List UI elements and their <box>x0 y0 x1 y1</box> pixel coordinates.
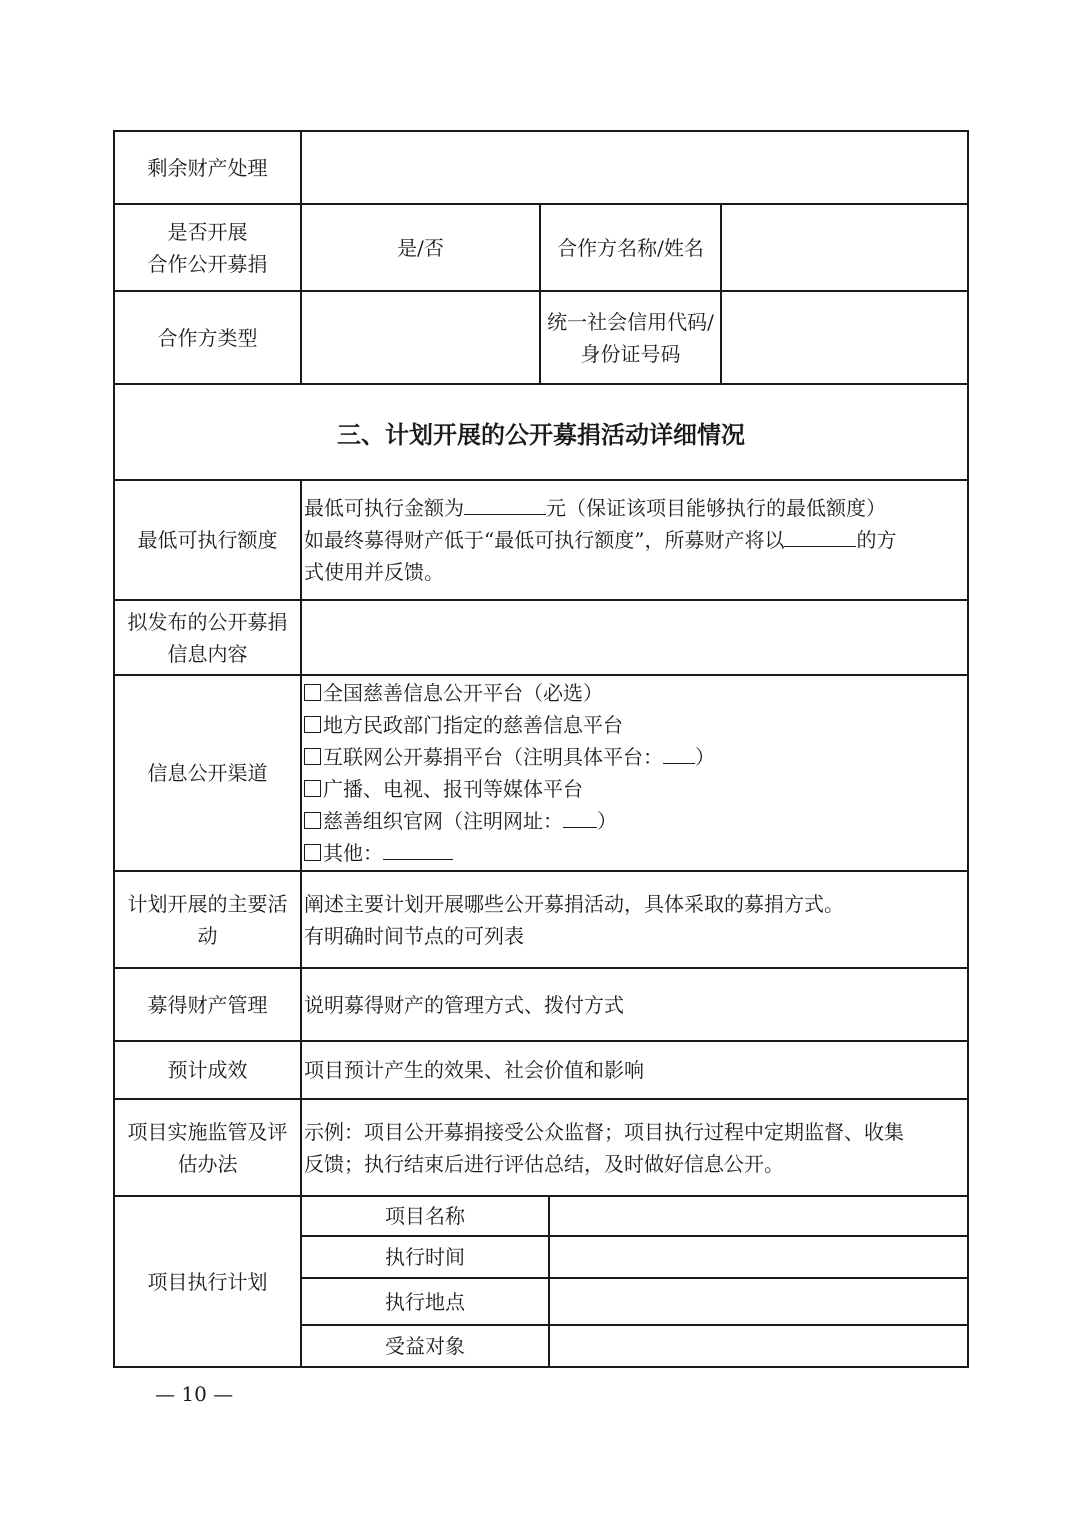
min-amount-line3: 式使用并反馈。 <box>304 560 444 584</box>
min-amount-label: 最低可执行额度 <box>114 480 301 600</box>
credit-code-label <box>540 291 721 384</box>
row-section-title <box>114 384 968 480</box>
checkbox-icon[interactable] <box>304 780 321 797</box>
min-amount-line1 <box>304 492 965 524</box>
page-number: — 10 — <box>155 1382 234 1406</box>
channel-option-label: 互联网公开募捐平台（注明具体平台： <box>323 745 663 769</box>
platform-blank[interactable] <box>663 741 695 764</box>
application-form-table <box>113 130 969 1368</box>
row-info-content <box>114 600 968 675</box>
plan-item-label: 执行时间 <box>302 1236 549 1278</box>
channel-option-media[interactable] <box>304 773 965 805</box>
channel-option-label: 慈善组织官网（注明网址： <box>323 809 563 833</box>
checkbox-icon[interactable] <box>304 748 321 765</box>
plan-row <box>302 1278 967 1325</box>
min-amount-blank[interactable] <box>464 492 546 515</box>
plan-item-value[interactable] <box>549 1325 967 1366</box>
min-amount-line1-b: 元（保证该项目能够执行的最低额度） <box>546 496 886 520</box>
credit-code-label-line2: 身份证号码 <box>580 341 681 366</box>
close-paren: ） <box>597 809 617 833</box>
section-title: 三、计划开展的公开募捐活动详细情况 <box>114 384 968 480</box>
partner-type-value-cell[interactable] <box>301 291 540 384</box>
channel-option-local[interactable] <box>304 709 965 741</box>
plan-item-label: 受益对象 <box>302 1325 549 1366</box>
surplus-label: 剩余财产处理 <box>114 131 301 204</box>
channel-option-internet[interactable] <box>304 741 965 773</box>
info-content-value-cell[interactable] <box>301 600 968 675</box>
min-amount-line2 <box>304 524 965 556</box>
info-content-label <box>114 600 301 675</box>
surplus-value-cell[interactable] <box>301 131 968 204</box>
supervision-label-line1: 项目实施监管及评 <box>127 1119 288 1144</box>
plan-subtable <box>302 1197 967 1366</box>
channel-option-website[interactable] <box>304 805 965 837</box>
other-blank[interactable] <box>383 837 453 860</box>
plan-row <box>302 1325 967 1366</box>
channels-label: 信息公开渠道 <box>114 675 301 871</box>
close-paren: ） <box>695 745 715 769</box>
row-surplus-property <box>114 131 968 204</box>
plan-row <box>302 1236 967 1278</box>
channel-option-label: 地方民政部门指定的慈善信息平台 <box>323 713 623 737</box>
coop-label <box>114 204 301 291</box>
activities-text-line1: 阐述主要计划开展哪些公开募捐活动，具体采取的募捐方式。 <box>304 891 844 916</box>
activities-label <box>114 871 301 968</box>
coop-yes-no[interactable]: 是/否 <box>301 204 540 291</box>
min-amount-line2-a: 如最终募得财产低于“最低可执行额度”，所募财产将以 <box>304 528 785 552</box>
checkbox-icon[interactable] <box>304 716 321 733</box>
partner-name-value-cell[interactable] <box>721 204 968 291</box>
row-min-amount <box>114 480 968 600</box>
channel-option-label: 全国慈善信息公开平台（必选） <box>323 681 603 705</box>
info-content-label-line2: 信息内容 <box>167 641 248 666</box>
credit-code-label-line1: 统一社会信用代码/ <box>547 309 714 334</box>
effect-label: 预计成效 <box>114 1041 301 1099</box>
plan-subtable-cell <box>301 1196 968 1367</box>
coop-label-line1: 是否开展 <box>167 219 248 244</box>
supervision-text-line2: 反馈；执行结束后进行评估总结，及时做好信息公开。 <box>304 1151 784 1176</box>
checkbox-icon[interactable] <box>304 684 321 701</box>
plan-item-value[interactable] <box>549 1197 967 1236</box>
channel-option-label: 其他： <box>323 841 383 865</box>
credit-code-value-cell[interactable] <box>721 291 968 384</box>
activities-text[interactable] <box>301 871 968 968</box>
row-property-mgmt <box>114 968 968 1041</box>
supervision-label-line2: 估办法 <box>177 1151 238 1176</box>
row-effect <box>114 1041 968 1099</box>
partner-type-label: 合作方类型 <box>114 291 301 384</box>
plan-item-value[interactable] <box>549 1236 967 1278</box>
plan-item-label: 项目名称 <box>302 1197 549 1236</box>
website-blank[interactable] <box>563 805 597 828</box>
row-supervision <box>114 1099 968 1196</box>
plan-label: 项目执行计划 <box>114 1196 301 1367</box>
effect-text[interactable]: 项目预计产生的效果、社会价值和影响 <box>301 1041 968 1099</box>
plan-row <box>302 1197 967 1236</box>
channel-option-other[interactable] <box>304 837 965 869</box>
activities-label-line2: 动 <box>197 923 218 948</box>
property-mgmt-text[interactable]: 说明募得财产的管理方式、拨付方式 <box>301 968 968 1041</box>
usage-method-blank[interactable] <box>784 524 856 547</box>
supervision-label <box>114 1099 301 1196</box>
row-partner-type <box>114 291 968 384</box>
channel-option-label: 广播、电视、报刊等媒体平台 <box>323 777 583 801</box>
coop-label-line2: 合作公开募捐 <box>147 251 268 276</box>
row-activities <box>114 871 968 968</box>
row-execution-plan <box>114 1196 968 1367</box>
activities-text-line2: 有明确时间节点的可列表 <box>304 923 524 948</box>
min-amount-line1-a: 最低可执行金额为 <box>304 496 464 520</box>
checkbox-icon[interactable] <box>304 812 321 829</box>
plan-item-label: 执行地点 <box>302 1278 549 1325</box>
row-cooperation <box>114 204 968 291</box>
supervision-text-line1: 示例：项目公开募捐接受公众监督；项目执行过程中定期监督、收集 <box>304 1119 904 1144</box>
partner-name-label: 合作方名称/姓名 <box>540 204 721 291</box>
property-mgmt-label: 募得财产管理 <box>114 968 301 1041</box>
min-amount-line2-b: 的方 <box>856 528 897 552</box>
row-channels <box>114 675 968 871</box>
plan-item-value[interactable] <box>549 1278 967 1325</box>
checkbox-icon[interactable] <box>304 844 321 861</box>
channels-options <box>301 675 968 871</box>
supervision-text[interactable] <box>301 1099 968 1196</box>
activities-label-line1: 计划开展的主要活 <box>127 891 288 916</box>
info-content-label-line1: 拟发布的公开募捐 <box>127 609 288 634</box>
min-amount-text <box>301 480 968 600</box>
channel-option-national[interactable] <box>304 677 965 709</box>
